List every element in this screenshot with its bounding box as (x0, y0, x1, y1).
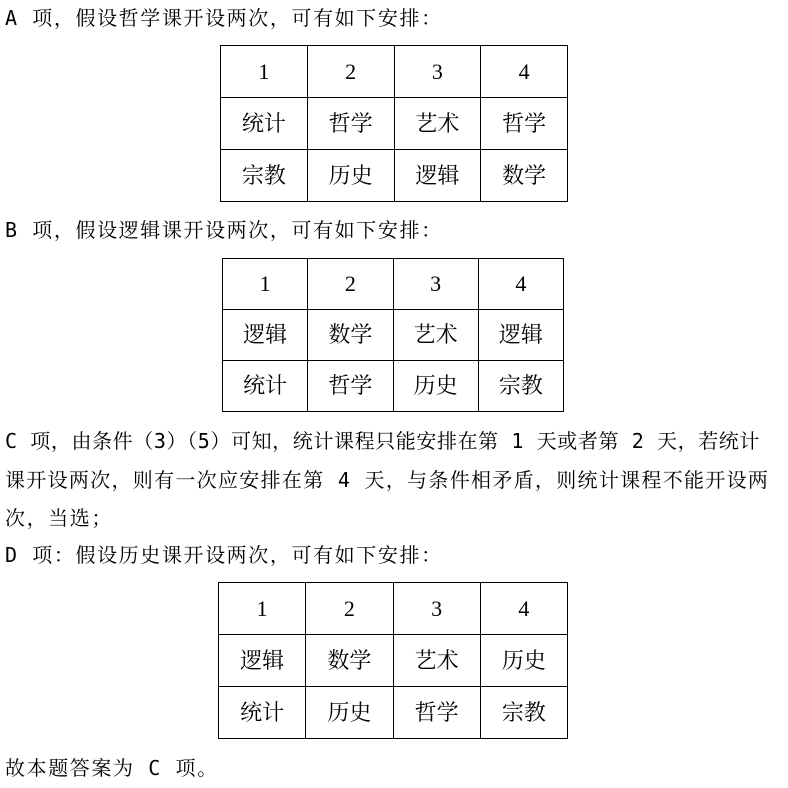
course-cell: 宗教 (221, 150, 308, 202)
option-c-explanation-line: 课开设两次，则有一次应安排在第 4 天，与条件相矛盾，则统计课程不能开设两 (5, 468, 770, 492)
course-cell: 哲学 (308, 361, 393, 412)
course-cell: 艺术 (394, 98, 481, 150)
day-number-cell: 4 (478, 259, 563, 310)
day-number-cell: 3 (394, 46, 481, 98)
course-cell: 哲学 (393, 687, 480, 739)
course-cell: 宗教 (478, 361, 563, 412)
day-header-row (223, 259, 564, 310)
schedule-row (219, 635, 568, 687)
option-a-intro: A 项，假设哲学课开设两次，可有如下安排： (5, 6, 443, 30)
day-number-cell: 1 (219, 583, 306, 635)
schedule-row (219, 687, 568, 739)
day-number-cell: 2 (308, 259, 393, 310)
course-cell: 统计 (223, 361, 308, 412)
course-cell: 数学 (481, 150, 568, 202)
schedule-row (221, 98, 568, 150)
schedule-row (221, 150, 568, 202)
day-number-cell: 4 (481, 46, 568, 98)
day-number-cell: 2 (307, 46, 394, 98)
option-c-explanation-line: 次，当选； (5, 506, 113, 530)
course-cell: 历史 (480, 635, 567, 687)
schedule-table-option-b (222, 258, 564, 412)
option-c-explanation-line: C 项，由条件（3）（5）可知，统计课程只能安排在第 1 天或者第 2 天，若统计 (5, 429, 761, 453)
day-number-cell: 3 (393, 583, 480, 635)
day-header-row (221, 46, 568, 98)
schedule-row (223, 310, 564, 361)
course-cell: 逻辑 (394, 150, 481, 202)
course-cell: 统计 (221, 98, 308, 150)
day-header-row (219, 583, 568, 635)
option-b-intro: B 项，假设逻辑课开设两次，可有如下安排： (5, 218, 443, 242)
day-number-cell: 4 (480, 583, 567, 635)
course-cell: 逻辑 (478, 310, 563, 361)
course-cell: 统计 (219, 687, 306, 739)
course-cell: 数学 (308, 310, 393, 361)
course-cell: 宗教 (480, 687, 567, 739)
course-cell: 数学 (306, 635, 393, 687)
course-cell: 哲学 (307, 98, 394, 150)
course-cell: 历史 (306, 687, 393, 739)
answer-conclusion: 故本题答案为 C 项。 (5, 756, 219, 780)
day-number-cell: 3 (393, 259, 478, 310)
course-cell: 艺术 (393, 310, 478, 361)
course-cell: 历史 (307, 150, 394, 202)
schedule-table-option-d (218, 582, 568, 739)
course-cell: 逻辑 (219, 635, 306, 687)
schedule-row (223, 361, 564, 412)
course-cell: 逻辑 (223, 310, 308, 361)
course-cell: 历史 (393, 361, 478, 412)
schedule-table-option-a (220, 45, 568, 202)
course-cell: 艺术 (393, 635, 480, 687)
option-d-intro: D 项：假设历史课开设两次，可有如下安排： (5, 543, 443, 567)
day-number-cell: 1 (221, 46, 308, 98)
day-number-cell: 2 (306, 583, 393, 635)
course-cell: 哲学 (481, 98, 568, 150)
day-number-cell: 1 (223, 259, 308, 310)
